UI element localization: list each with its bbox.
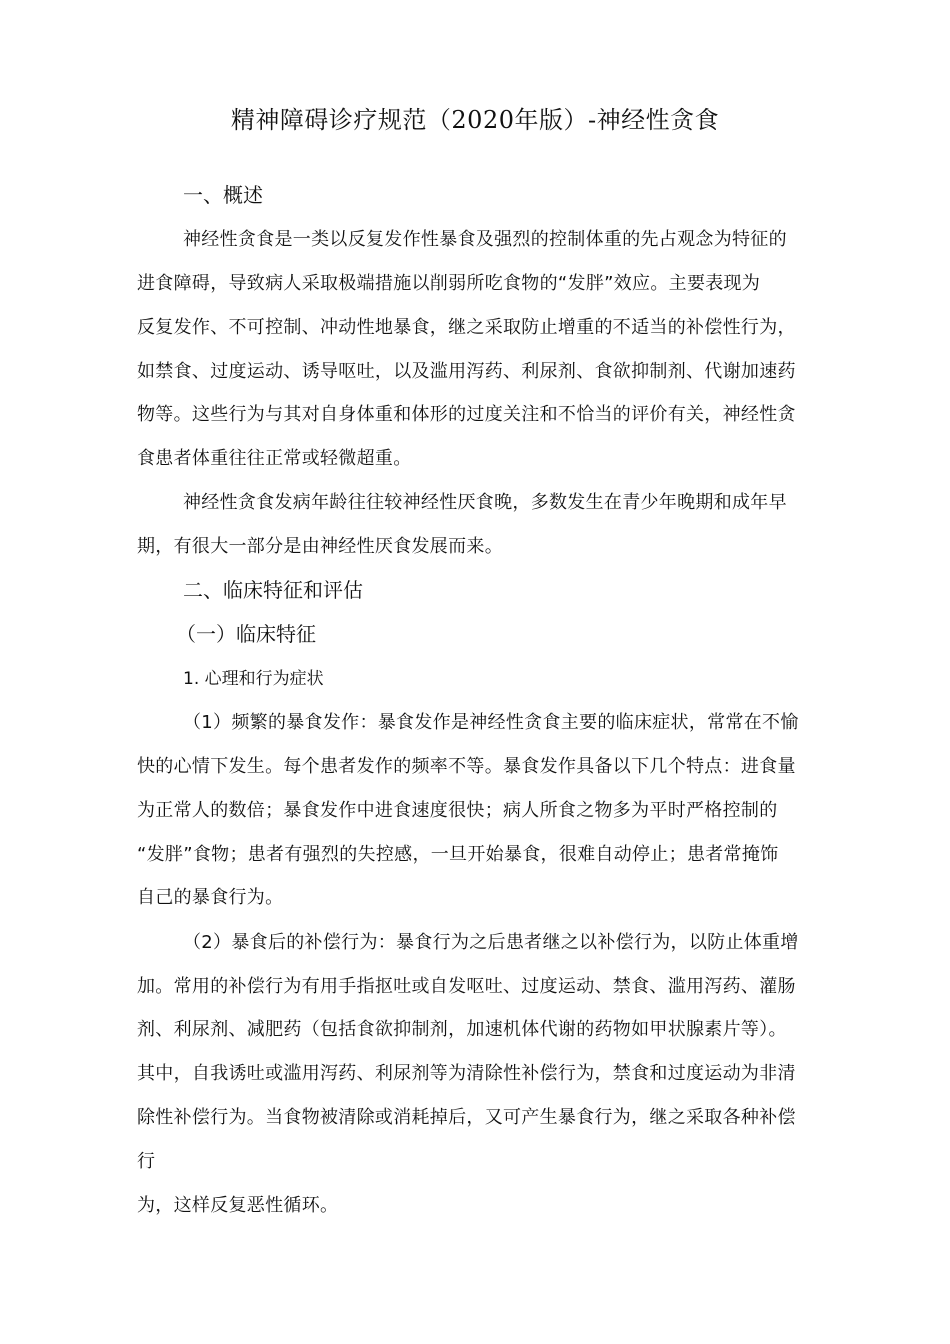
- paragraph-line: （1）频繁的暴食发作：暴食发作是神经性贪食主要的临床症状，常常在不愉: [183, 712, 799, 733]
- paragraph-line: 加。常用的补偿行为有用手指抠吐或自发呕吐、过度运动、禁食、滥用泻药、灌肠: [137, 976, 796, 997]
- paragraph-line: 如禁食、过度运动、诱导呕吐，以及滥用泻药、利尿剂、食欲抑制剂、代谢加速药: [137, 361, 796, 382]
- paragraph-line: “发胖”食物；患者有强烈的失控感，一旦开始暴食，很难自动停止；患者常掩饰: [137, 844, 779, 865]
- paragraph-line: 剂、利尿剂、减肥药（包括食欲抑制剂，加速机体代谢的药物如甲状腺素片等）。: [137, 1019, 787, 1040]
- paragraph-line: 进食障碍，导致病人采取极端措施以削弱所吃食物的“发胖”效应。主要表现为: [137, 273, 761, 294]
- paragraph-line: 其中，自我诱吐或滥用泻药、利尿剂等为清除性补偿行为，禁食和过度运动为非清: [137, 1063, 796, 1084]
- paragraph-line: 快的心情下发生。每个患者发作的频率不等。暴食发作具备以下几个特点：进食量: [137, 756, 796, 777]
- section-heading-clinical: 二、临床特征和评估: [183, 578, 363, 602]
- paragraph-line: 物等。这些行为与其对自身体重和体形的过度关注和不恰当的评价有关，神经性贪: [137, 404, 796, 425]
- paragraph-line: 行: [137, 1151, 156, 1172]
- subsection-heading-features: （一）临床特征: [176, 622, 316, 646]
- paragraph-line: 期，有很大一部分是由神经性厌食发展而来。: [137, 536, 503, 557]
- item-heading-symptoms: 1. 心理和行为症状: [183, 669, 324, 689]
- paragraph-line: 食患者体重往往正常或轻微超重。: [137, 448, 412, 469]
- paragraph-line: 除性补偿行为。当食物被清除或消耗掉后，又可产生暴食行为，继之采取各种补偿: [137, 1107, 796, 1128]
- paragraph-line: 神经性贪食发病年龄往往较神经性厌食晚，多数发生在青少年晚期和成年早: [183, 492, 787, 513]
- paragraph-line: 反复发作、不可控制、冲动性地暴食，继之采取防止增重的不适当的补偿性行为，: [137, 317, 796, 338]
- paragraph-line: （2）暴食后的补偿行为：暴食行为之后患者继之以补偿行为，以防止体重增: [183, 932, 799, 953]
- document-title: 精神障碍诊疗规范（2020年版）-神经性贪食: [230, 106, 720, 134]
- paragraph-line: 为正常人的数倍；暴食发作中进食速度很快；病人所食之物多为平时严格控制的: [137, 800, 778, 821]
- paragraph-line: 神经性贪食是一类以反复发作性暴食及强烈的控制体重的先占观念为特征的: [183, 229, 787, 250]
- section-heading-overview: 一、概述: [183, 183, 263, 207]
- paragraph-line: 为，这样反复恶性循环。: [137, 1195, 339, 1216]
- paragraph-line: 自己的暴食行为。: [137, 887, 284, 908]
